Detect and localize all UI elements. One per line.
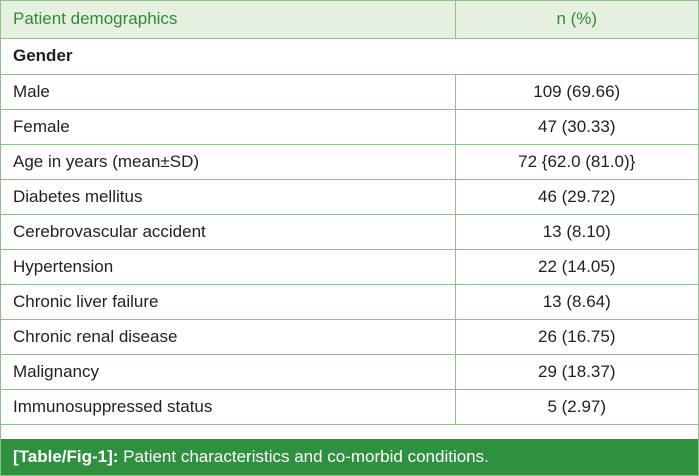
row-label: Chronic renal disease	[1, 319, 455, 354]
table-caption	[1, 439, 698, 475]
caption-reference: [Table/Fig-1]:	[13, 447, 119, 466]
table-row	[1, 74, 698, 109]
row-value: 72 {62.0 (81.0)}	[455, 144, 698, 179]
section-title-gender: Gender	[1, 38, 698, 74]
table-row	[1, 249, 698, 284]
row-label: Female	[1, 109, 455, 144]
row-value: 22 (14.05)	[455, 249, 698, 284]
row-value: 29 (18.37)	[455, 354, 698, 389]
row-value: 26 (16.75)	[455, 319, 698, 354]
header-n-percent: n (%)	[455, 1, 698, 38]
section-row-gender	[1, 38, 698, 74]
row-label: Diabetes mellitus	[1, 179, 455, 214]
demographics-table	[1, 1, 698, 425]
table-row	[1, 144, 698, 179]
row-label: Immunosuppressed status	[1, 389, 455, 424]
table-header-row	[1, 1, 698, 38]
table-row	[1, 284, 698, 319]
table-row	[1, 214, 698, 249]
table-row	[1, 389, 698, 424]
row-label: Age in years (mean±SD)	[1, 144, 455, 179]
row-value: 13 (8.10)	[455, 214, 698, 249]
table-row	[1, 319, 698, 354]
row-value: 109 (69.66)	[455, 74, 698, 109]
row-label: Cerebrovascular accident	[1, 214, 455, 249]
caption-text: Patient characteristics and co-morbid conditions.	[118, 447, 489, 466]
row-value: 5 (2.97)	[455, 389, 698, 424]
row-label: Hypertension	[1, 249, 455, 284]
row-value: 13 (8.64)	[455, 284, 698, 319]
row-label: Malignancy	[1, 354, 455, 389]
table-row	[1, 109, 698, 144]
row-label: Male	[1, 74, 455, 109]
header-patient-demographics: Patient demographics	[1, 1, 455, 38]
table-row	[1, 179, 698, 214]
table-row	[1, 354, 698, 389]
row-value: 46 (29.72)	[455, 179, 698, 214]
row-value: 47 (30.33)	[455, 109, 698, 144]
row-label: Chronic liver failure	[1, 284, 455, 319]
